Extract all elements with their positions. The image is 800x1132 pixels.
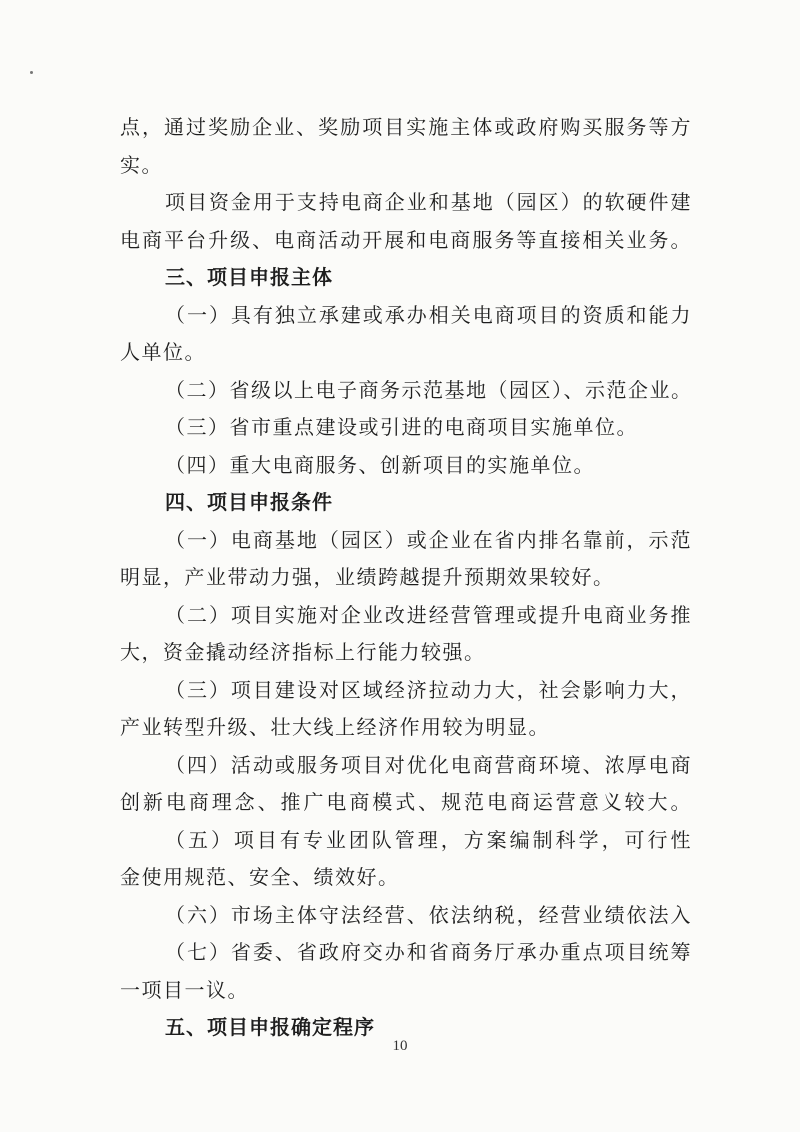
paragraph-line: 实。 (120, 152, 163, 177)
paragraph-line: 大，资金撬动经济指标上行能力较强。 (120, 640, 486, 664)
scan-speck (30, 71, 33, 74)
paragraph-line: 金使用规范、安全、绩效好。 (120, 865, 400, 889)
paragraph-line: （三）项目建设对区域经济拉动力大，社会影响力大， (165, 677, 692, 702)
document-body (120, 109, 692, 1047)
paragraph-line: （四）重大电商服务、创新项目的实施单位。 (165, 452, 595, 477)
paragraph-line: 人单位。 (120, 340, 206, 364)
paragraph-line: （一）电商基地（园区）或企业在省内排名靠前，示范 (165, 527, 692, 552)
paragraph-line: （三）省市重点建设或引进的电商项目实施单位。 (165, 415, 638, 439)
paragraph-line: （一）具有独立承建或承办相关电商项目的资质和能力 (165, 302, 692, 327)
paragraph-line: 产业转型升级、壮大线上经济作用较为明显。 (120, 715, 550, 739)
paragraph-line: （六）市场主体守法经营、依法纳税，经营业绩依法入 (165, 902, 692, 927)
paragraph-line: 一项目一议。 (120, 977, 249, 1002)
section-heading: 四、项目申报条件 (165, 490, 333, 514)
page-number: 10 (392, 1038, 408, 1054)
paragraph-line: 点，通过奖励企业、奖励项目实施主体或政府购买服务等方 (120, 115, 692, 139)
paragraph-line: （四）活动或服务项目对优化电商营商环境、浓厚电商 (165, 752, 692, 777)
paragraph-line: 项目资金用于支持电商企业和基地（园区）的软硬件建 (165, 190, 692, 214)
paragraph-line: 明显，产业带动力强，业绩跨越提升预期效果较好。 (120, 565, 615, 589)
section-heading: 五、项目申报确定程序 (165, 1015, 375, 1039)
section-heading: 三、项目申报主体 (165, 265, 333, 289)
paragraph-line: 创新电商理念、推广电商模式、规范电商运营意义较大。 (120, 790, 692, 814)
paragraph-line: （五）项目有专业团队管理，方案编制科学，可行性 (165, 827, 692, 852)
paragraph-line: （七）省委、省政府交办和省商务厅承办重点项目统筹 (165, 940, 692, 964)
paragraph-line: 电商平台升级、电商活动开展和电商服务等直接相关业务。 (120, 227, 692, 252)
paragraph-line: （二）省级以上电子商务示范基地（园区）、示范企业。 (165, 377, 693, 402)
paragraph-line: （二）项目实施对企业改进经营管理或提升电商业务推 (165, 602, 692, 627)
